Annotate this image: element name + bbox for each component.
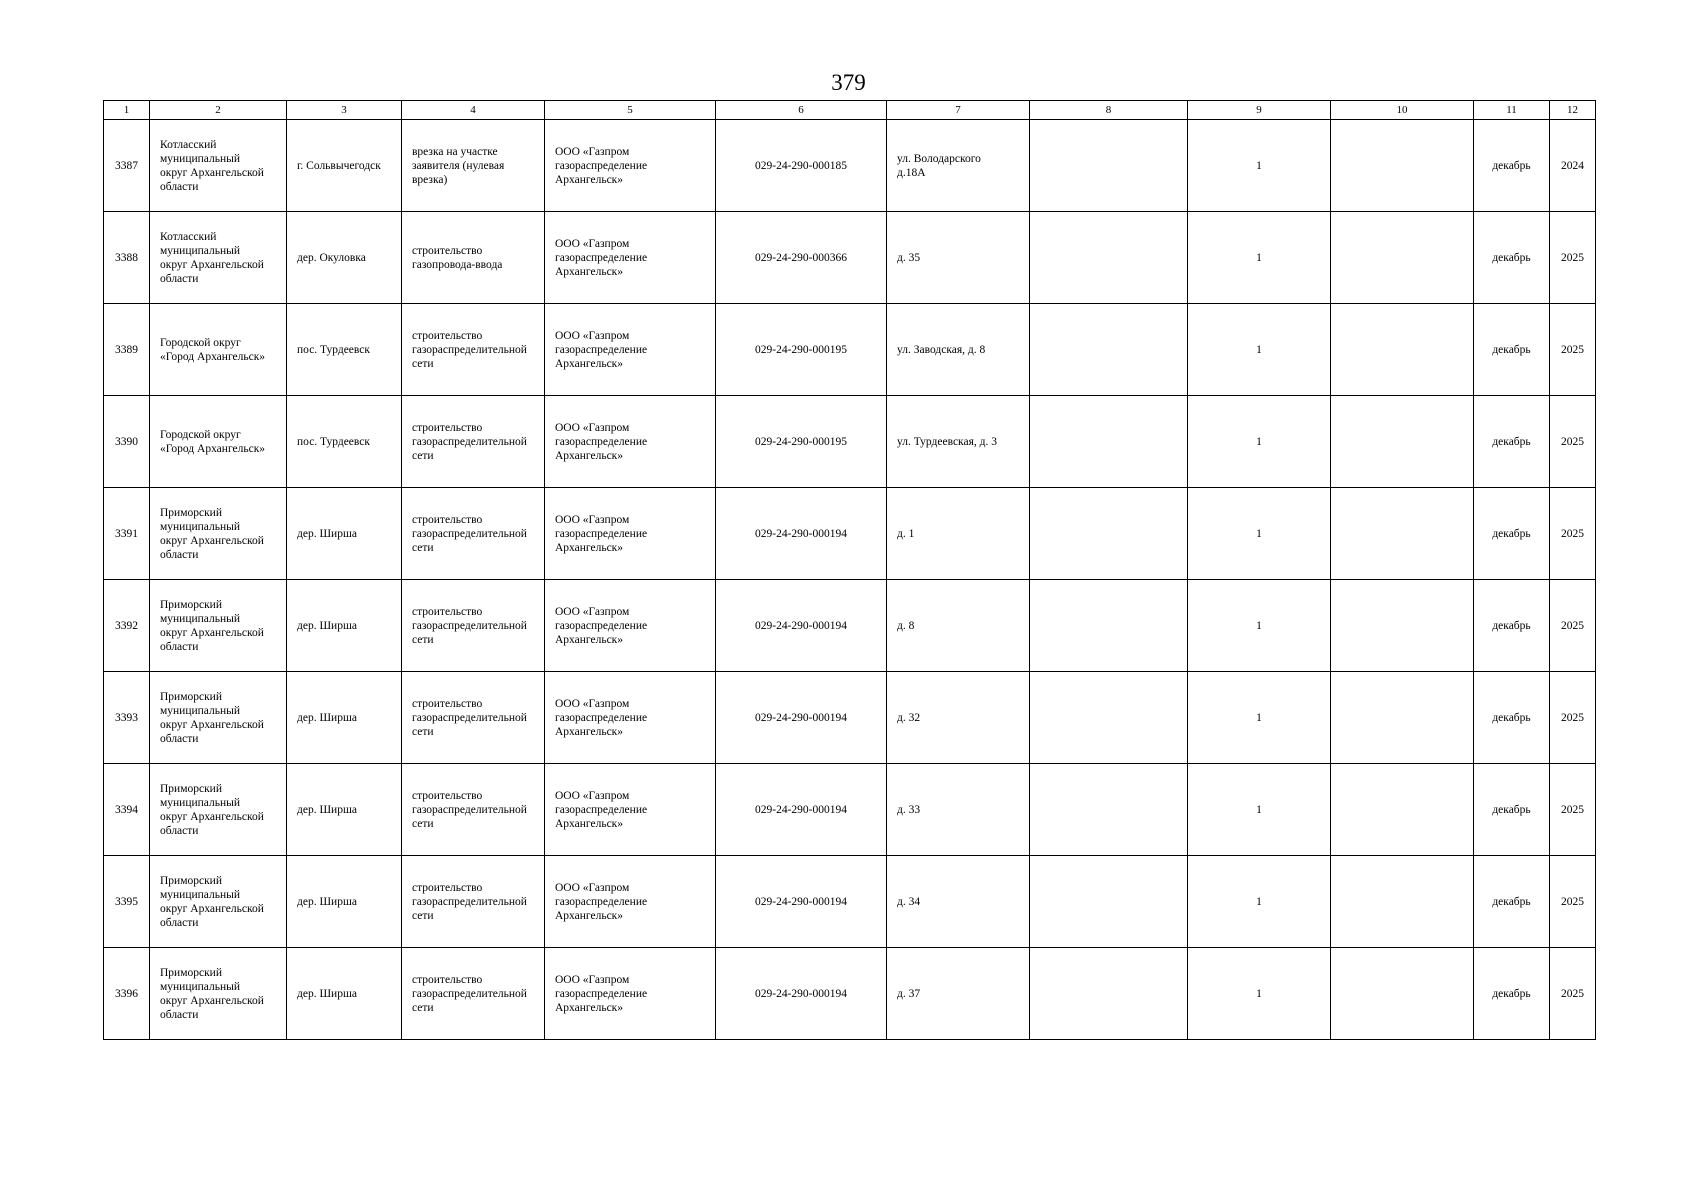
municipality-cell-text: Котласский муниципальный округ Архангельской области	[160, 138, 264, 193]
column-10-cell	[1331, 672, 1474, 764]
year-cell	[1550, 948, 1596, 1040]
object-code-cell	[716, 488, 887, 580]
column-8-cell	[1030, 488, 1188, 580]
row-number-cell	[104, 764, 150, 856]
month-cell-text: декабрь	[1492, 895, 1531, 908]
month-cell-text: декабрь	[1492, 619, 1531, 632]
table-row	[104, 488, 1596, 580]
municipality-cell	[150, 120, 287, 212]
column-header: 8	[1030, 101, 1188, 120]
quantity-cell-text: 1	[1256, 895, 1262, 908]
column-10-cell	[1331, 396, 1474, 488]
work-type-cell-text: строительство газопровода-ввода	[412, 244, 503, 271]
month-cell-text: декабрь	[1492, 711, 1531, 724]
quantity-cell-text: 1	[1256, 251, 1262, 264]
address-cell-text: ул. Турдеевская, д. 3	[897, 435, 997, 448]
work-type-cell	[402, 212, 545, 304]
column-8-cell	[1030, 212, 1188, 304]
settlement-cell	[287, 212, 402, 304]
settlement-cell-text: пос. Турдеевск	[297, 435, 370, 448]
object-code-cell	[716, 212, 887, 304]
table-row	[104, 120, 1596, 212]
year-cell	[1550, 672, 1596, 764]
quantity-cell	[1188, 580, 1331, 672]
settlement-cell	[287, 304, 402, 396]
work-type-cell	[402, 856, 545, 948]
object-code-cell	[716, 764, 887, 856]
settlement-cell	[287, 948, 402, 1040]
column-header: 4	[402, 101, 545, 120]
month-cell-text: декабрь	[1492, 987, 1531, 1000]
quantity-cell	[1188, 856, 1331, 948]
address-cell-text: ул. Заводская, д. 8	[897, 343, 986, 356]
municipality-cell-text: Приморский муниципальный округ Архангельской области	[160, 874, 264, 929]
settlement-cell-text: дер. Ширша	[297, 711, 357, 724]
organization-cell	[545, 948, 716, 1040]
column-header: 11	[1474, 101, 1550, 120]
settlement-cell	[287, 764, 402, 856]
quantity-cell-text: 1	[1256, 803, 1262, 816]
table-row	[104, 672, 1596, 764]
municipality-cell-text: Котласский муниципальный округ Архангельской области	[160, 230, 264, 285]
settlement-cell-text: дер. Ширша	[297, 527, 357, 540]
settlement-cell-text: дер. Ширша	[297, 987, 357, 1000]
settlement-cell-text: дер. Ширша	[297, 619, 357, 632]
address-cell-text: ул. Володарского д.18А	[897, 152, 981, 179]
column-header: 9	[1188, 101, 1331, 120]
address-cell-text: д. 35	[897, 251, 921, 264]
column-8-cell	[1030, 948, 1188, 1040]
object-code-cell-text: 029-24-290-000366	[755, 251, 847, 264]
work-type-cell-text: строительство газораспределительной сети	[412, 329, 527, 370]
address-cell	[887, 764, 1030, 856]
object-code-cell-text: 029-24-290-000194	[755, 527, 847, 540]
settlement-cell	[287, 856, 402, 948]
address-cell-text: д. 8	[897, 619, 915, 632]
address-cell	[887, 580, 1030, 672]
column-header: 3	[287, 101, 402, 120]
year-cell	[1550, 120, 1596, 212]
object-code-cell	[716, 120, 887, 212]
settlement-cell-text: дер. Ширша	[297, 895, 357, 908]
column-header: 5	[545, 101, 716, 120]
year-cell	[1550, 212, 1596, 304]
year-cell-text: 2025	[1561, 527, 1584, 540]
row-number-cell-text: 3390	[115, 435, 138, 448]
month-cell	[1474, 396, 1550, 488]
organization-cell	[545, 764, 716, 856]
organization-cell-text: ООО «Газпром газораспределение Архангельск»	[555, 513, 648, 554]
table-row	[104, 304, 1596, 396]
row-number-cell	[104, 396, 150, 488]
settlement-cell-text: дер. Окуловка	[297, 251, 366, 264]
address-cell	[887, 212, 1030, 304]
row-number-cell-text: 3396	[115, 987, 138, 1000]
municipality-cell	[150, 396, 287, 488]
month-cell-text: декабрь	[1492, 251, 1531, 264]
organization-cell-text: ООО «Газпром газораспределение Архангельск»	[555, 697, 648, 738]
object-code-cell-text: 029-24-290-000194	[755, 711, 847, 724]
object-code-cell-text: 029-24-290-000194	[755, 803, 847, 816]
address-cell	[887, 856, 1030, 948]
settlement-cell	[287, 580, 402, 672]
work-type-cell-text: врезка на участке заявителя (нулевая врезка)	[412, 145, 505, 186]
quantity-cell	[1188, 948, 1331, 1040]
month-cell	[1474, 856, 1550, 948]
address-cell	[887, 948, 1030, 1040]
object-code-cell	[716, 304, 887, 396]
quantity-cell	[1188, 304, 1331, 396]
row-number-cell-text: 3387	[115, 159, 138, 172]
row-number-cell-text: 3391	[115, 527, 138, 540]
organization-cell-text: ООО «Газпром газораспределение Архангельск»	[555, 605, 648, 646]
work-type-cell	[402, 764, 545, 856]
table-header	[104, 101, 1596, 120]
quantity-cell	[1188, 764, 1331, 856]
organization-cell-text: ООО «Газпром газораспределение Архангельск»	[555, 789, 648, 830]
month-cell	[1474, 212, 1550, 304]
column-8-cell	[1030, 580, 1188, 672]
column-8-cell	[1030, 672, 1188, 764]
object-code-cell	[716, 948, 887, 1040]
municipality-cell	[150, 580, 287, 672]
object-code-cell	[716, 672, 887, 764]
data-table	[103, 100, 1596, 1040]
year-cell-text: 2025	[1561, 619, 1584, 632]
work-type-cell-text: строительство газораспределительной сети	[412, 973, 527, 1014]
municipality-cell-text: Приморский муниципальный округ Архангельской области	[160, 506, 264, 561]
year-cell	[1550, 396, 1596, 488]
organization-cell	[545, 580, 716, 672]
month-cell	[1474, 580, 1550, 672]
row-number-cell	[104, 488, 150, 580]
row-number-cell-text: 3392	[115, 619, 138, 632]
year-cell-text: 2025	[1561, 711, 1584, 724]
work-type-cell	[402, 396, 545, 488]
row-number-cell-text: 3389	[115, 343, 138, 356]
column-header: 10	[1331, 101, 1474, 120]
month-cell-text: декабрь	[1492, 803, 1531, 816]
organization-cell-text: ООО «Газпром газораспределение Архангельск»	[555, 421, 648, 462]
row-number-cell	[104, 212, 150, 304]
column-8-cell	[1030, 856, 1188, 948]
address-cell-text: д. 34	[897, 895, 921, 908]
row-number-cell	[104, 120, 150, 212]
quantity-cell-text: 1	[1256, 343, 1262, 356]
month-cell-text: декабрь	[1492, 343, 1531, 356]
column-8-cell	[1030, 396, 1188, 488]
municipality-cell	[150, 764, 287, 856]
object-code-cell-text: 029-24-290-000194	[755, 619, 847, 632]
settlement-cell-text: пос. Турдеевск	[297, 343, 370, 356]
column-10-cell	[1331, 764, 1474, 856]
work-type-cell-text: строительство газораспределительной сети	[412, 421, 527, 462]
organization-cell	[545, 304, 716, 396]
address-cell	[887, 488, 1030, 580]
column-header: 1	[104, 101, 150, 120]
column-10-cell	[1331, 304, 1474, 396]
work-type-cell	[402, 948, 545, 1040]
quantity-cell	[1188, 120, 1331, 212]
municipality-cell	[150, 856, 287, 948]
organization-cell	[545, 488, 716, 580]
work-type-cell-text: строительство газораспределительной сети	[412, 513, 527, 554]
municipality-cell-text: Приморский муниципальный округ Архангельской области	[160, 598, 264, 653]
settlement-cell	[287, 120, 402, 212]
year-cell-text: 2025	[1561, 251, 1584, 264]
year-cell	[1550, 764, 1596, 856]
object-code-cell-text: 029-24-290-000194	[755, 895, 847, 908]
quantity-cell-text: 1	[1256, 711, 1262, 724]
column-header: 12	[1550, 101, 1596, 120]
column-8-cell	[1030, 120, 1188, 212]
column-8-cell	[1030, 764, 1188, 856]
month-cell-text: декабрь	[1492, 159, 1531, 172]
address-cell-text: д. 37	[897, 987, 921, 1000]
organization-cell	[545, 120, 716, 212]
column-10-cell	[1331, 948, 1474, 1040]
municipality-cell	[150, 212, 287, 304]
work-type-cell-text: строительство газораспределительной сети	[412, 697, 527, 738]
month-cell	[1474, 488, 1550, 580]
work-type-cell-text: строительство газораспределительной сети	[412, 605, 527, 646]
object-code-cell	[716, 856, 887, 948]
row-number-cell-text: 3393	[115, 711, 138, 724]
settlement-cell-text: дер. Ширша	[297, 803, 357, 816]
work-type-cell-text: строительство газораспределительной сети	[412, 881, 527, 922]
object-code-cell	[716, 396, 887, 488]
work-type-cell-text: строительство газораспределительной сети	[412, 789, 527, 830]
organization-cell-text: ООО «Газпром газораспределение Архангельск»	[555, 329, 648, 370]
row-number-cell-text: 3394	[115, 803, 138, 816]
municipality-cell-text: Приморский муниципальный округ Архангельской области	[160, 782, 264, 837]
quantity-cell	[1188, 672, 1331, 764]
municipality-cell	[150, 304, 287, 396]
month-cell-text: декабрь	[1492, 527, 1531, 540]
year-cell-text: 2025	[1561, 435, 1584, 448]
settlement-cell-text: г. Сольвычегодск	[297, 159, 381, 172]
year-cell-text: 2025	[1561, 343, 1584, 356]
quantity-cell	[1188, 212, 1331, 304]
quantity-cell-text: 1	[1256, 619, 1262, 632]
year-cell-text: 2025	[1561, 987, 1584, 1000]
organization-cell	[545, 212, 716, 304]
table-body	[104, 120, 1596, 1040]
address-cell-text: д. 1	[897, 527, 915, 540]
settlement-cell	[287, 396, 402, 488]
row-number-cell-text: 3395	[115, 895, 138, 908]
quantity-cell	[1188, 396, 1331, 488]
organization-cell-text: ООО «Газпром газораспределение Архангельск»	[555, 145, 648, 186]
quantity-cell-text: 1	[1256, 435, 1262, 448]
table-row	[104, 764, 1596, 856]
column-8-cell	[1030, 304, 1188, 396]
table-row	[104, 212, 1596, 304]
year-cell	[1550, 488, 1596, 580]
address-cell-text: д. 33	[897, 803, 921, 816]
year-cell-text: 2025	[1561, 803, 1584, 816]
column-header: 6	[716, 101, 887, 120]
column-10-cell	[1331, 120, 1474, 212]
quantity-cell-text: 1	[1256, 159, 1262, 172]
object-code-cell-text: 029-24-290-000195	[755, 435, 847, 448]
row-number-cell	[104, 672, 150, 764]
row-number-cell-text: 3388	[115, 251, 138, 264]
month-cell-text: декабрь	[1492, 435, 1531, 448]
column-10-cell	[1331, 488, 1474, 580]
month-cell	[1474, 764, 1550, 856]
object-code-cell-text: 029-24-290-000195	[755, 343, 847, 356]
object-code-cell-text: 029-24-290-000194	[755, 987, 847, 1000]
settlement-cell	[287, 672, 402, 764]
work-type-cell	[402, 672, 545, 764]
address-cell	[887, 672, 1030, 764]
work-type-cell	[402, 120, 545, 212]
year-cell	[1550, 580, 1596, 672]
address-cell	[887, 304, 1030, 396]
municipality-cell-text: Городской округ «Город Архангельск»	[160, 336, 266, 363]
month-cell	[1474, 672, 1550, 764]
row-number-cell	[104, 580, 150, 672]
table-row	[104, 856, 1596, 948]
year-cell	[1550, 304, 1596, 396]
table-row	[104, 396, 1596, 488]
column-10-cell	[1331, 212, 1474, 304]
organization-cell	[545, 396, 716, 488]
year-cell	[1550, 856, 1596, 948]
column-number-row	[104, 101, 1596, 120]
municipality-cell-text: Приморский муниципальный округ Архангельской области	[160, 690, 264, 745]
municipality-cell	[150, 948, 287, 1040]
object-code-cell-text: 029-24-290-000185	[755, 159, 847, 172]
column-header: 2	[150, 101, 287, 120]
row-number-cell	[104, 304, 150, 396]
page-number: 379	[831, 70, 866, 95]
month-cell	[1474, 948, 1550, 1040]
column-header: 7	[887, 101, 1030, 120]
column-10-cell	[1331, 580, 1474, 672]
organization-cell-text: ООО «Газпром газораспределение Архангельск»	[555, 881, 648, 922]
organization-cell	[545, 856, 716, 948]
month-cell	[1474, 120, 1550, 212]
row-number-cell	[104, 856, 150, 948]
year-cell-text: 2025	[1561, 895, 1584, 908]
table-row	[104, 580, 1596, 672]
municipality-cell	[150, 488, 287, 580]
quantity-cell-text: 1	[1256, 987, 1262, 1000]
organization-cell-text: ООО «Газпром газораспределение Архангельск»	[555, 237, 648, 278]
work-type-cell	[402, 580, 545, 672]
work-type-cell	[402, 304, 545, 396]
year-cell-text: 2024	[1561, 159, 1584, 172]
work-type-cell	[402, 488, 545, 580]
municipality-cell-text: Приморский муниципальный округ Архангельской области	[160, 966, 264, 1021]
settlement-cell	[287, 488, 402, 580]
municipality-cell	[150, 672, 287, 764]
municipality-cell-text: Городской округ «Город Архангельск»	[160, 428, 266, 455]
quantity-cell	[1188, 488, 1331, 580]
table-row	[104, 948, 1596, 1040]
column-10-cell	[1331, 856, 1474, 948]
address-cell-text: д. 32	[897, 711, 921, 724]
organization-cell-text: ООО «Газпром газораспределение Архангельск»	[555, 973, 648, 1014]
address-cell	[887, 396, 1030, 488]
object-code-cell	[716, 580, 887, 672]
quantity-cell-text: 1	[1256, 527, 1262, 540]
address-cell	[887, 120, 1030, 212]
row-number-cell	[104, 948, 150, 1040]
organization-cell	[545, 672, 716, 764]
month-cell	[1474, 304, 1550, 396]
